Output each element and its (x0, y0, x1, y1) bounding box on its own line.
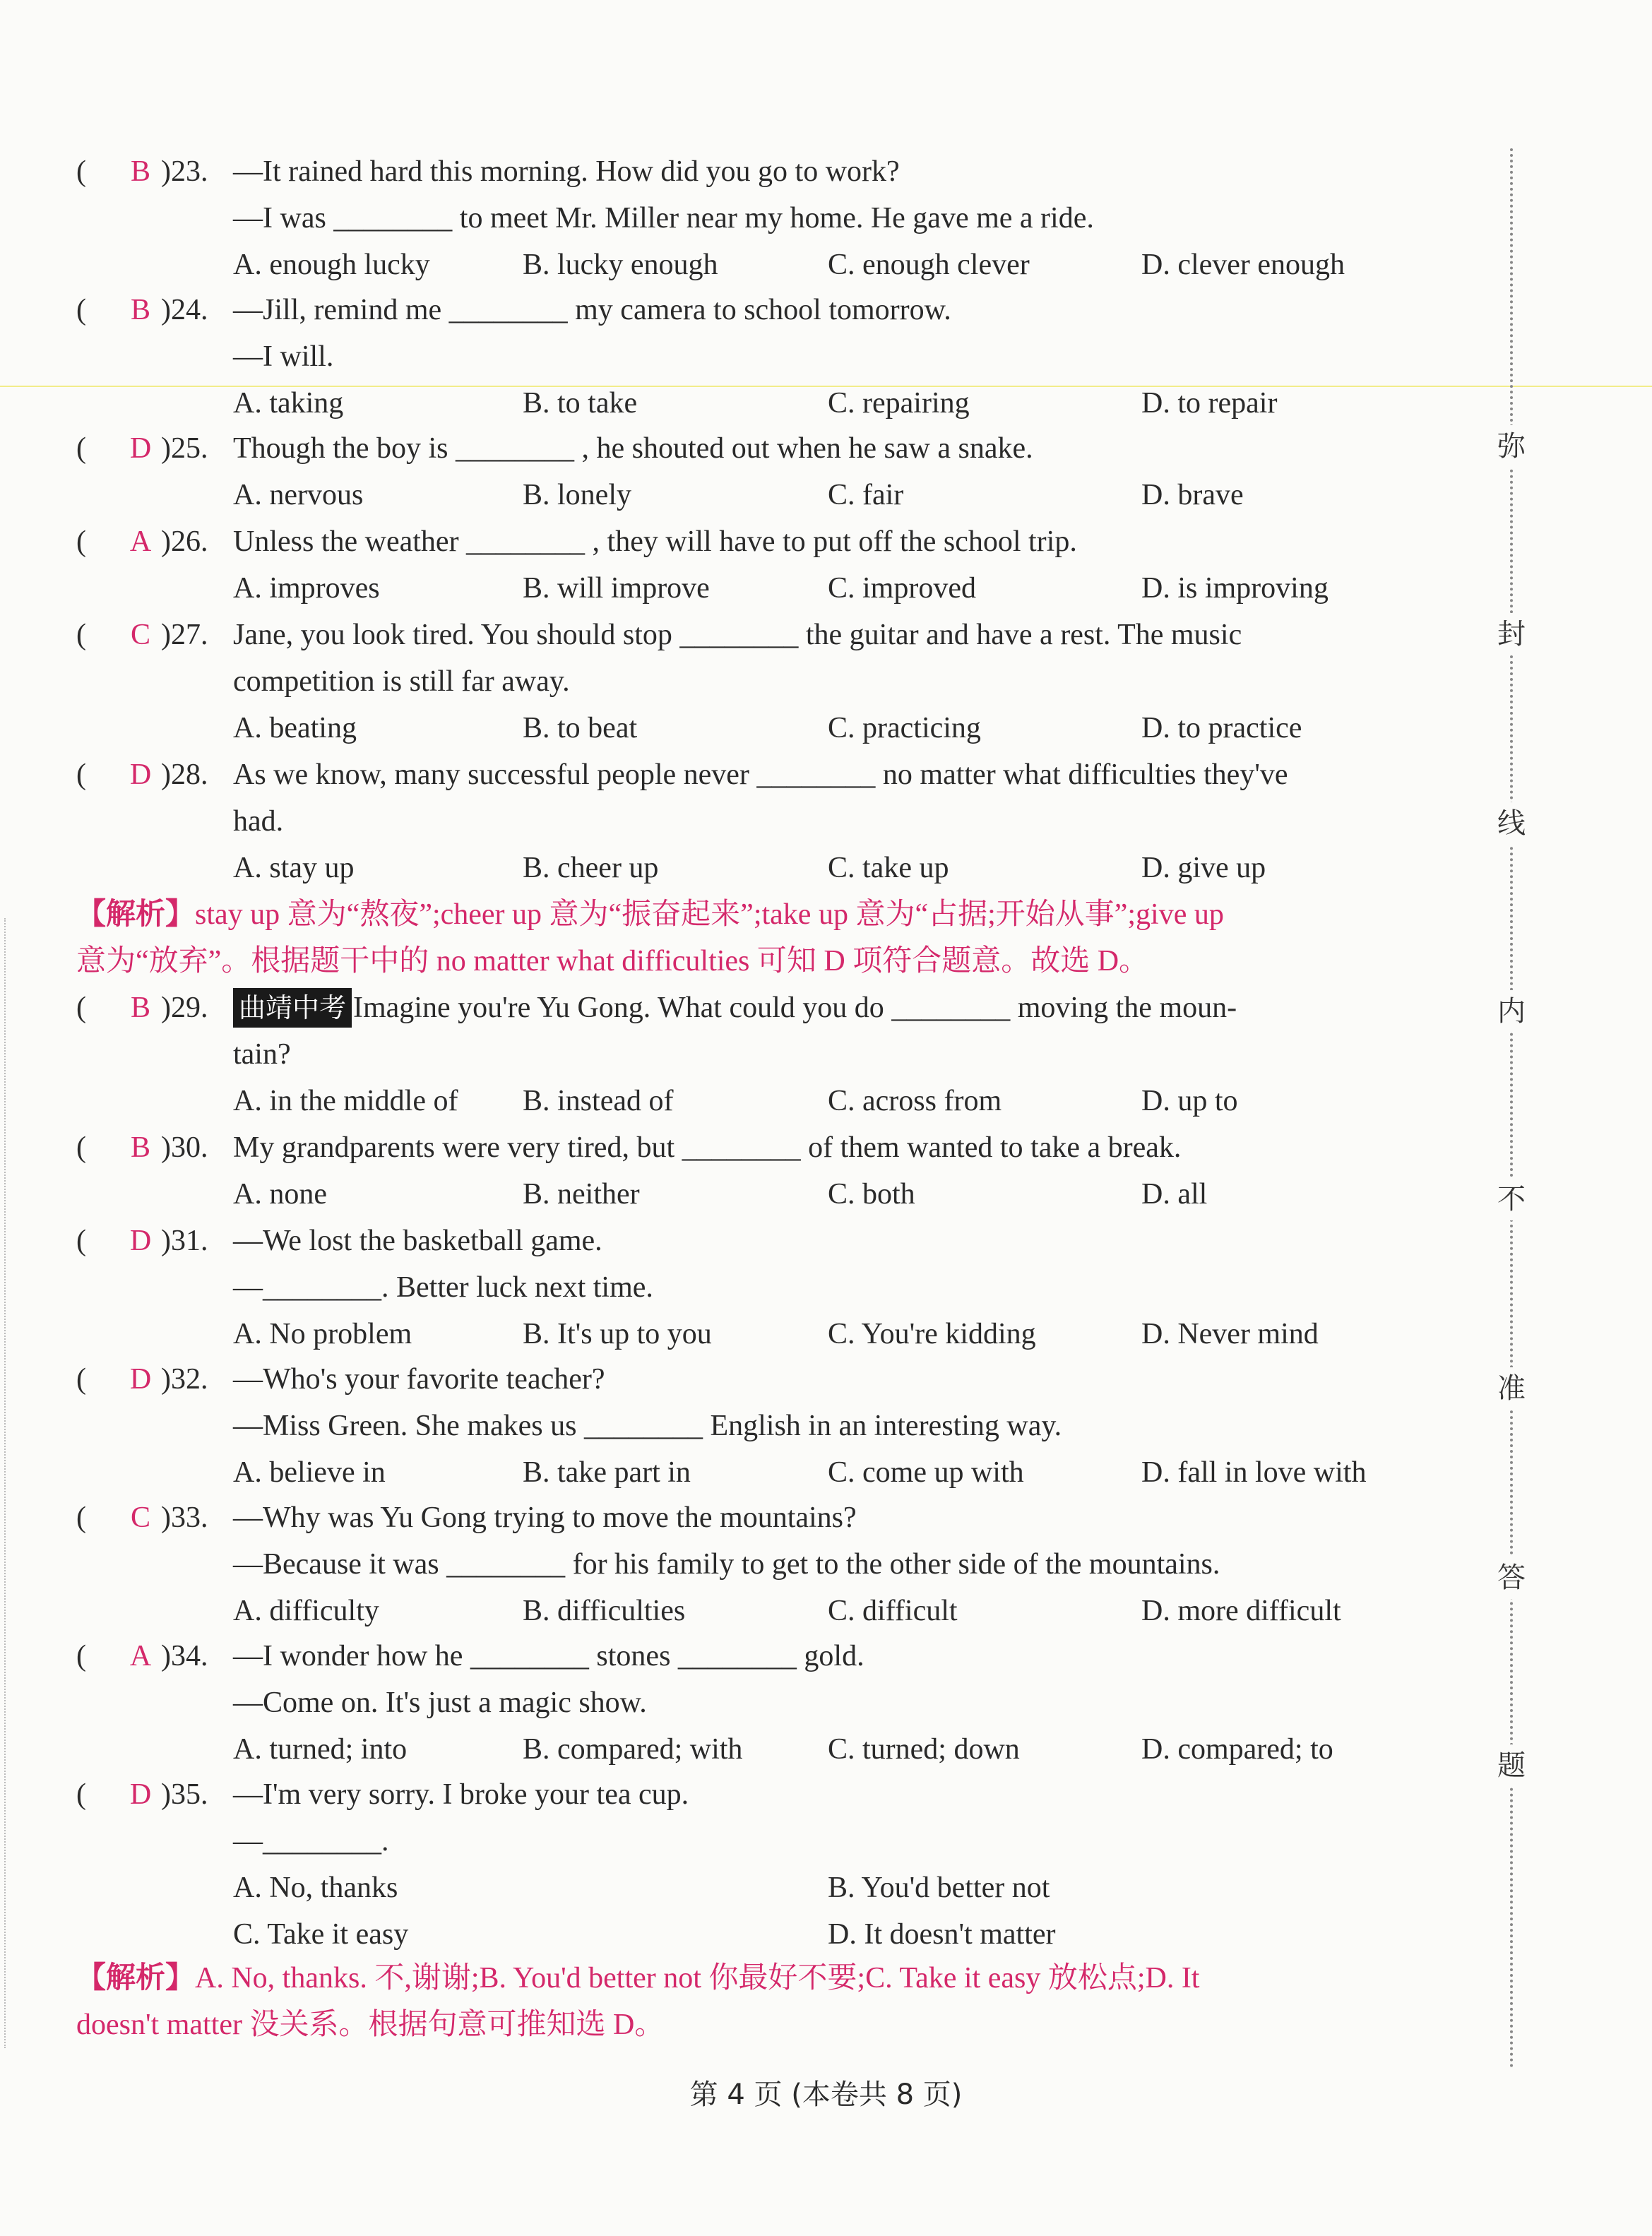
option-c: C. take up (828, 852, 949, 884)
question-stem: —Who's your favorite teacher? (233, 1363, 605, 1396)
seal-char: 题 (1496, 1744, 1527, 1787)
question-stem-line2: —I was ________ to meet Mr. Miller near my home. He gave me a ride. (233, 202, 1094, 234)
seal-char: 封 (1496, 613, 1527, 655)
question-number: )34. (161, 1640, 208, 1672)
question-number: )31. (161, 1225, 208, 1257)
option-a: A. beating (233, 712, 357, 744)
option-c: C. fair (828, 479, 904, 511)
question-stem: —Why was Yu Gong trying to move the mountains? (233, 1501, 857, 1534)
analysis-tag: 【解析】 (76, 1962, 196, 1994)
question-stem-line2: —________. Better luck next time. (233, 1271, 653, 1304)
option-b: B. will improve (523, 572, 710, 605)
options-row (233, 1449, 1448, 1496)
answer-letter: D (129, 759, 152, 791)
option-b: B. lucky enough (523, 249, 718, 281)
option-d: D. all (1141, 1178, 1208, 1211)
option-d: D. brave (1141, 479, 1244, 511)
options-row (233, 1171, 1448, 1218)
seal-char: 准 (1496, 1367, 1527, 1410)
question-number: )27. (161, 619, 208, 651)
seal-char: 答 (1496, 1557, 1527, 1599)
question-stem-line2: competition is still far away. (233, 665, 570, 698)
options-row (233, 1588, 1448, 1634)
seal-char: 内 (1496, 990, 1527, 1033)
option-c: C. turned; down (828, 1733, 1020, 1766)
question-stem: —Jill, remind me ________ my camera to school tomorrow. (233, 294, 951, 326)
analysis-line: stay up 意为“熬夜”;cheer up 意为“振奋起来”;take up 意为“占据;开始从事”;give up (195, 898, 1224, 931)
question-stem: —I wonder how he ________ stones ________ gold. (233, 1640, 864, 1672)
option-a: A. nervous (233, 479, 364, 511)
options-row (233, 1726, 1448, 1773)
paren-open: ( (76, 759, 86, 791)
option-a: A. turned; into (233, 1733, 408, 1766)
option-c: C. both (828, 1178, 915, 1211)
answer-letter: C (130, 1501, 150, 1534)
question-number: )35. (161, 1778, 208, 1811)
question-number: )25. (161, 432, 208, 465)
paren-open: ( (76, 1501, 86, 1534)
question-stem-line2: —Come on. It's just a magic show. (233, 1687, 647, 1719)
options-row (233, 472, 1448, 518)
option-c: C. Take it easy (233, 1918, 409, 1951)
option-d: D. fall in love with (1141, 1456, 1367, 1489)
answer-letter: B (130, 1131, 150, 1164)
question-stem-line2: —Because it was ________ for his family to get to the other side of the mountains. (233, 1548, 1220, 1581)
analysis-line: A. No, thanks. 不,谢谢;B. You'd better not 你最好不要;C. Take it easy 放松点;D. It (195, 1962, 1200, 1994)
left-edge-dots (4, 918, 6, 2048)
paren-open: ( (76, 992, 86, 1024)
paren-open: ( (76, 1363, 86, 1396)
question-stem: —It rained hard this morning. How did you go to work? (233, 155, 900, 188)
option-c: C. improved (828, 572, 976, 605)
answer-letter: B (130, 992, 150, 1024)
answer-letter: D (129, 1363, 152, 1396)
answer-letter: D (129, 432, 152, 465)
question-number: )29. (161, 992, 208, 1024)
paren-open: ( (76, 1225, 86, 1257)
options-row (233, 565, 1448, 612)
option-c: C. practicing (828, 712, 981, 744)
question-stem: Jane, you look tired. You should stop ________ the guitar and have a rest. The music (233, 619, 1242, 651)
option-b: B. instead of (523, 1085, 674, 1117)
option-b: B. lonely (523, 479, 631, 511)
paren-open: ( (76, 1778, 86, 1811)
answer-letter: D (129, 1778, 152, 1811)
question-stem: —I'm very sorry. I broke your tea cup. (233, 1778, 689, 1811)
seal-char: 线 (1496, 802, 1527, 845)
question-number: )26. (161, 525, 208, 558)
question-stem: Though the boy is ________ , he shouted out when he saw a snake. (233, 432, 1033, 465)
option-a: A. enough lucky (233, 249, 430, 281)
paren-open: ( (76, 1131, 86, 1164)
options-row (233, 380, 1448, 427)
paren-open: ( (76, 525, 86, 558)
paren-open: ( (76, 619, 86, 651)
option-b: B. compared; with (523, 1733, 743, 1766)
option-d: D. is improving (1141, 572, 1329, 605)
option-a: A. none (233, 1178, 327, 1211)
question-number: )33. (161, 1501, 208, 1534)
question-stem: As we know, many successful people never ________ no matter what difficulties they've (233, 759, 1288, 791)
option-a: A. improves (233, 572, 380, 605)
option-c: C. enough clever (828, 249, 1030, 281)
question-stem: Imagine you're Yu Gong. What could you do ________ moving the moun- (353, 992, 1237, 1024)
options-row (233, 1078, 1448, 1124)
options-row (233, 845, 1448, 891)
question-stem: My grandparents were very tired, but ________ of them wanted to take a break. (233, 1131, 1182, 1164)
option-d: D. compared; to (1141, 1733, 1333, 1766)
question-stem-line2: —Miss Green. She makes us ________ English in an interesting way. (233, 1410, 1062, 1442)
option-d: D. Never mind (1141, 1318, 1319, 1350)
option-b: B. You'd better not (828, 1872, 1050, 1904)
option-d: D. more difficult (1141, 1595, 1341, 1627)
options-row (233, 1865, 1448, 1911)
question-stem-line2: —I will. (233, 340, 334, 373)
option-c: C. across from (828, 1085, 1002, 1117)
analysis-q35 (76, 1955, 1446, 2048)
question-stem: —We lost the basketball game. (233, 1225, 602, 1257)
option-a: A. believe in (233, 1456, 386, 1489)
question-stem-line2: had. (233, 805, 284, 838)
options-row (233, 705, 1448, 751)
answer-letter: D (129, 1225, 152, 1257)
paren-open: ( (76, 1640, 86, 1672)
question-number: )30. (161, 1131, 208, 1164)
question-stem-line2: —________. (233, 1825, 389, 1857)
seal-char: 不 (1496, 1178, 1527, 1220)
question-number: )28. (161, 759, 208, 791)
options-row (233, 1311, 1448, 1357)
option-a: A. No problem (233, 1318, 412, 1350)
options-row (233, 1911, 1448, 1958)
option-b: B. take part in (523, 1456, 691, 1489)
option-c: C. come up with (828, 1456, 1024, 1489)
option-d: D. It doesn't matter (828, 1918, 1056, 1951)
answer-letter: B (130, 294, 150, 326)
option-c: C. difficult (828, 1595, 958, 1627)
option-a: A. No, thanks (233, 1872, 398, 1904)
option-d: D. up to (1141, 1085, 1238, 1117)
seal-char: 弥 (1496, 425, 1527, 468)
answer-letter: A (129, 1640, 152, 1672)
analysis-q28 (76, 891, 1446, 985)
option-a: A. taking (233, 387, 344, 420)
option-d: D. to repair (1141, 387, 1278, 420)
answer-letter: A (129, 525, 152, 558)
option-b: B. difficulties (523, 1595, 686, 1627)
paren-open: ( (76, 432, 86, 465)
option-d: D. clever enough (1141, 249, 1345, 281)
options-row (233, 242, 1448, 288)
question-stem-line2: tain? (233, 1038, 291, 1071)
option-a: A. in the middle of (233, 1085, 458, 1117)
option-c: C. You're kidding (828, 1318, 1036, 1350)
question-number: )32. (161, 1363, 208, 1396)
option-a: A. stay up (233, 852, 355, 884)
option-a: A. difficulty (233, 1595, 379, 1627)
question-number: )23. (161, 155, 208, 188)
answer-letter: C (130, 619, 150, 651)
page-footer: 第 4 页 (本卷共 8 页) (689, 2079, 963, 2111)
option-b: B. It's up to you (523, 1318, 712, 1350)
option-b: B. to take (523, 387, 638, 420)
question-number: )24. (161, 294, 208, 326)
question-stem: Unless the weather ________ , they will have to put off the school trip. (233, 525, 1077, 558)
analysis-line: doesn't matter 没关系。根据句意可推知选 D。 (76, 2009, 665, 2041)
paren-open: ( (76, 294, 86, 326)
paren-open: ( (76, 155, 86, 188)
option-d: D. to practice (1141, 712, 1302, 744)
option-d: D. give up (1141, 852, 1266, 884)
option-c: C. repairing (828, 387, 970, 420)
answer-letter: B (130, 155, 150, 188)
option-b: B. cheer up (523, 852, 659, 884)
source-tag: 曲靖中考 (233, 988, 352, 1028)
option-b: B. to beat (523, 712, 638, 744)
analysis-tag: 【解析】 (76, 898, 196, 931)
option-b: B. neither (523, 1178, 640, 1211)
analysis-line: 意为“放弃”。根据题干中的 no matter what difficulties 可知 D 项符合题意。故选 D。 (76, 945, 1149, 977)
